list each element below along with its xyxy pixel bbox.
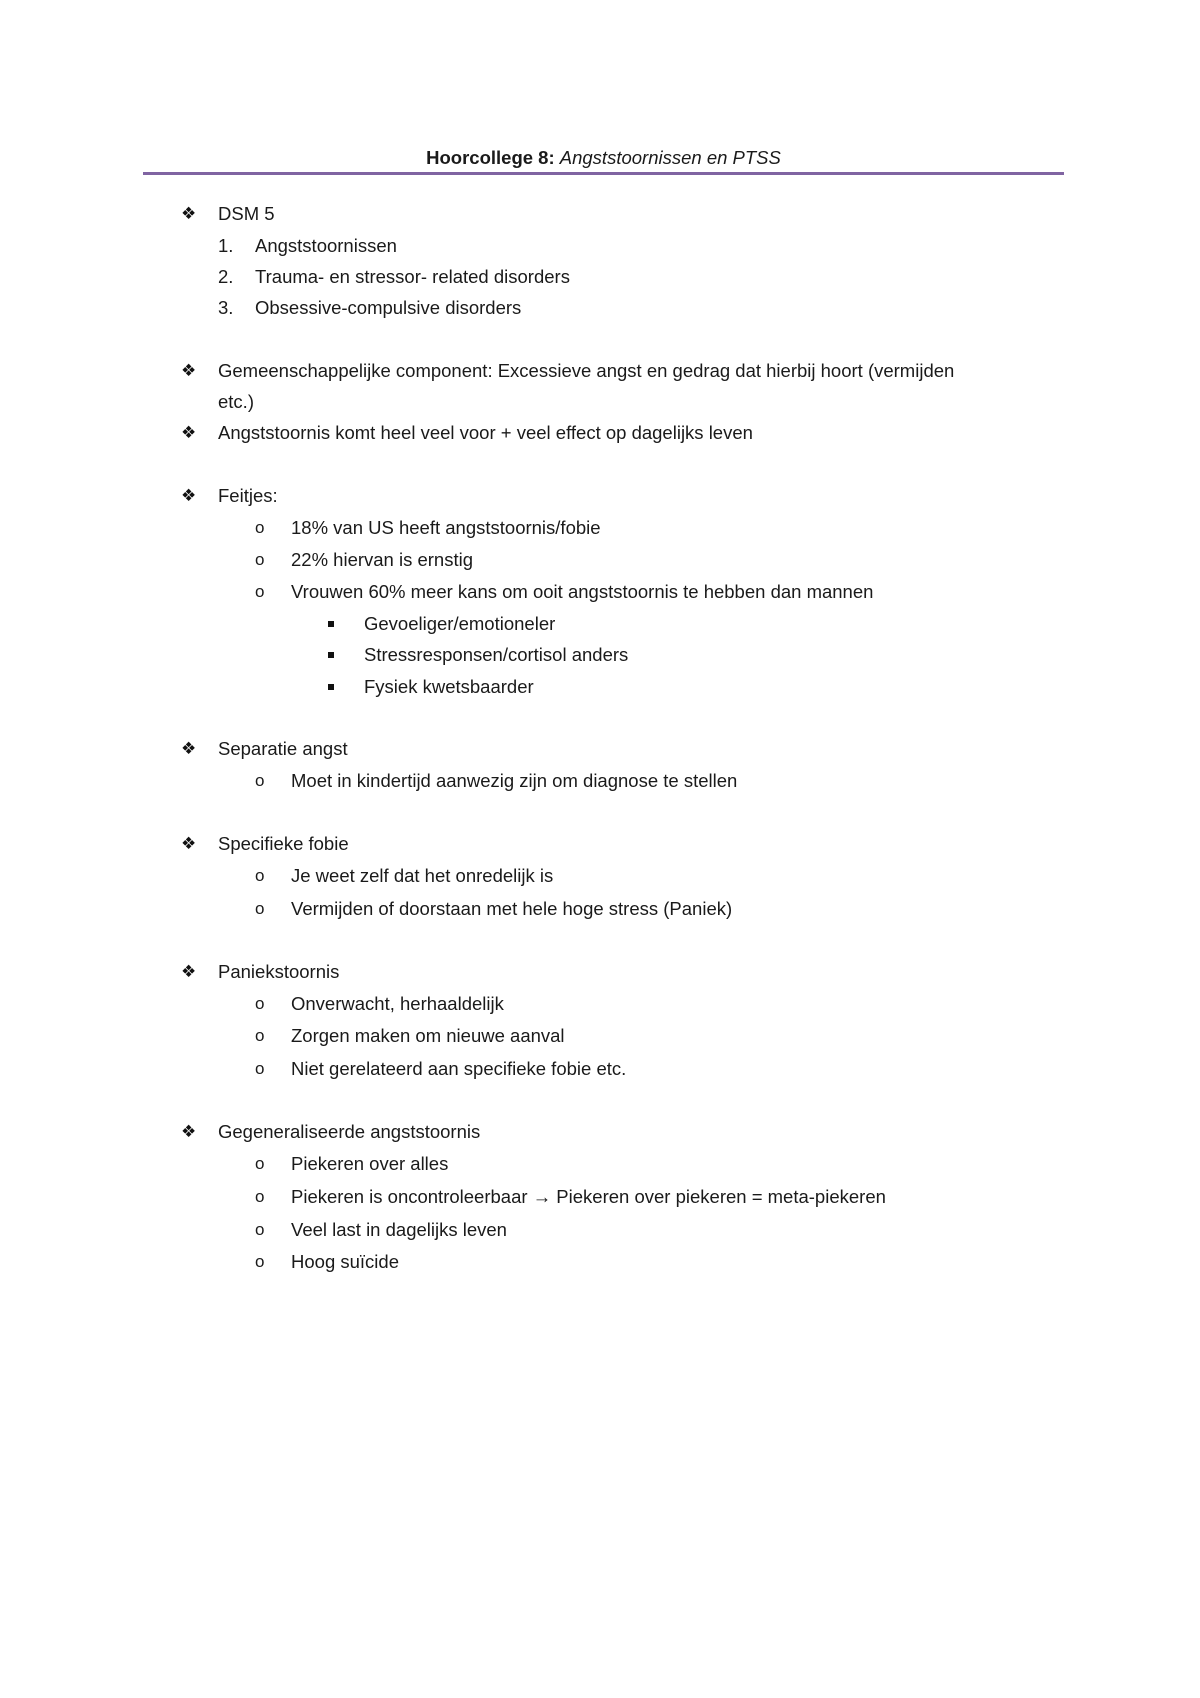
list-item: Hoog suïcide <box>291 1251 399 1272</box>
circle-bullet-icon: o <box>255 1026 265 1045</box>
list-subitem: Gevoeliger/emotioneler <box>364 613 556 634</box>
separatie-heading: Separatie angst <box>218 738 348 759</box>
angst-veel-line: Angststoornis komt heel veel voor + veel effect op dagelijks leven <box>218 422 753 443</box>
circle-bullet-icon: o <box>255 1154 265 1173</box>
circle-bullet-icon: o <box>255 518 265 537</box>
list-item: Piekeren is oncontroleerbaar → Piekeren over piekeren = meta-piekeren <box>291 1186 886 1207</box>
list-item: Je weet zelf dat het onredelijk is <box>291 865 554 886</box>
diamond-bullet-icon: ❖ <box>181 486 197 505</box>
list-item: Niet gerelateerd aan specifieke fobie etc. <box>291 1058 627 1079</box>
gegeneraliseerde-heading: Gegeneraliseerde angststoornis <box>218 1121 481 1142</box>
circle-bullet-icon: o <box>255 1252 265 1271</box>
list-subitem: Fysiek kwetsbaarder <box>364 676 534 697</box>
paniek-heading: Paniekstoornis <box>218 961 340 982</box>
circle-bullet-icon: o <box>255 899 265 918</box>
circle-bullet-icon: o <box>255 771 265 790</box>
circle-bullet-icon: o <box>255 1220 265 1239</box>
list-item: Vrouwen 60% meer kans om ooit angststoornis te hebben dan mannen <box>291 581 874 602</box>
circle-bullet-icon: o <box>255 866 265 885</box>
list-subitem: Stressresponsen/cortisol anders <box>364 644 629 665</box>
square-bullet-icon <box>328 684 334 690</box>
dsm-heading: DSM 5 <box>218 203 275 224</box>
specifieke-heading: Specifieke fobie <box>218 833 349 854</box>
diamond-bullet-icon: ❖ <box>181 962 197 981</box>
list-number: 3. <box>218 297 234 318</box>
list-item: Vermijden of doorstaan met hele hoge stress (Paniek) <box>291 898 733 919</box>
diamond-bullet-icon: ❖ <box>181 361 197 380</box>
list-item: Moet in kindertijd aanwezig zijn om diagnose te stellen <box>291 770 738 791</box>
list-item: Obsessive-compulsive disorders <box>255 297 522 318</box>
title-bold: Hoorcollege 8: <box>426 147 555 168</box>
gemeen-line-2: etc.) <box>218 391 254 412</box>
list-item: Zorgen maken om nieuwe aanval <box>291 1025 565 1046</box>
list-item: Angststoornissen <box>255 235 397 256</box>
circle-bullet-icon: o <box>255 1059 265 1078</box>
list-item: Trauma- en stressor- related disorders <box>255 266 570 287</box>
circle-bullet-icon: o <box>255 550 265 569</box>
diamond-bullet-icon: ❖ <box>181 1122 197 1141</box>
list-item: Veel last in dagelijks leven <box>291 1219 507 1240</box>
circle-bullet-icon: o <box>255 582 265 601</box>
diamond-bullet-icon: ❖ <box>181 739 197 758</box>
list-number: 2. <box>218 266 234 287</box>
title-italic: Angststoornissen en PTSS <box>559 147 781 168</box>
page-title <box>143 146 1064 170</box>
gemeen-line-1: Gemeenschappelijke component: Excessieve angst en gedrag dat hierbij hoort (vermijden <box>218 360 955 381</box>
list-item: 18% van US heeft angststoornis/fobie <box>291 517 601 538</box>
feitjes-heading: Feitjes: <box>218 485 278 506</box>
list-item: Onverwacht, herhaaldelijk <box>291 993 504 1014</box>
circle-bullet-icon: o <box>255 994 265 1013</box>
diamond-bullet-icon: ❖ <box>181 834 197 853</box>
title-underline <box>143 172 1064 175</box>
diamond-bullet-icon: ❖ <box>181 204 197 223</box>
list-item: 22% hiervan is ernstig <box>291 549 474 570</box>
list-item: Piekeren over alles <box>291 1153 449 1174</box>
diamond-bullet-icon: ❖ <box>181 423 197 442</box>
circle-bullet-icon: o <box>255 1187 265 1206</box>
square-bullet-icon <box>328 621 334 627</box>
square-bullet-icon <box>328 652 334 658</box>
list-number: 1. <box>218 235 234 256</box>
